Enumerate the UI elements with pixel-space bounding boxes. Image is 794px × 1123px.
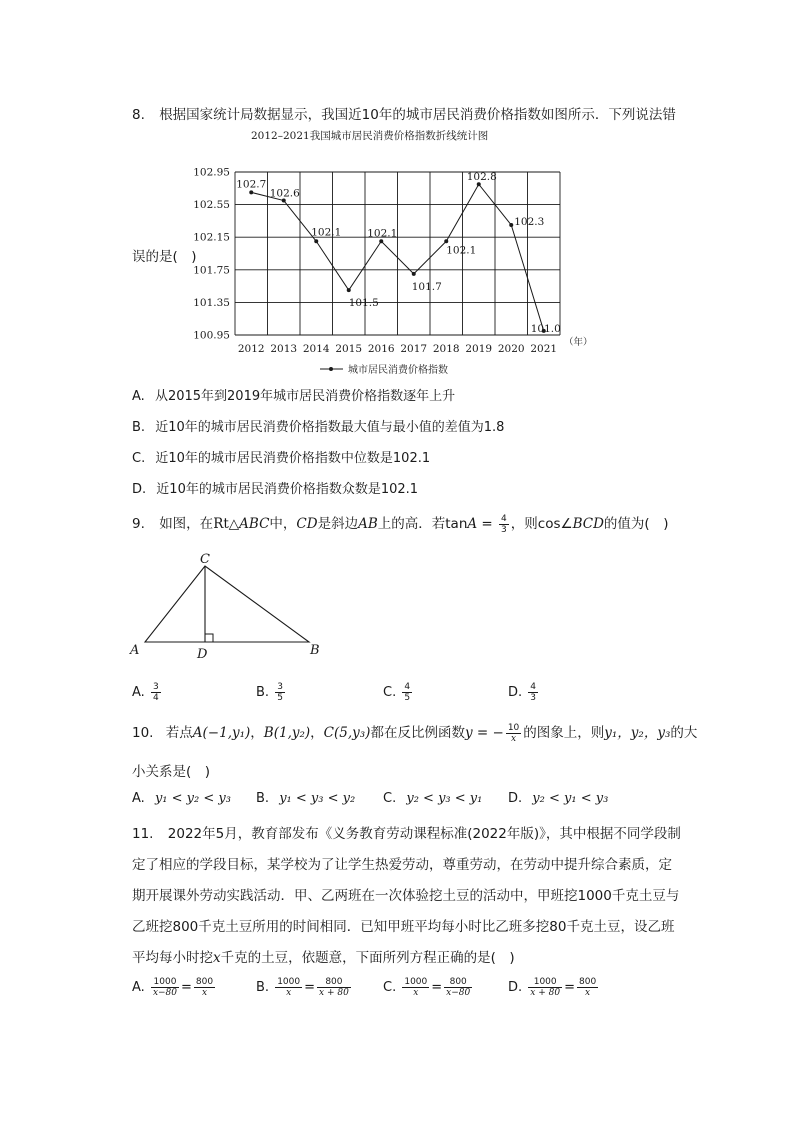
data-label: 101.7 <box>411 280 442 293</box>
q10-function: y = − <box>464 725 504 741</box>
frac-num: 3 <box>152 682 159 692</box>
x-tick-label: 2021 <box>530 343 558 355</box>
y-tick-label: 101.75 <box>193 264 230 277</box>
frac-den: 3 <box>530 693 537 703</box>
option-letter: C. <box>383 791 397 806</box>
option-letter: A. <box>132 980 145 995</box>
q10-text: 的大 <box>670 725 698 741</box>
frac-den: x <box>201 988 208 998</box>
option-text: 从2015年到2019年城市居民消费价格指数逐年上升 <box>154 389 456 404</box>
q8-number: 8. <box>132 107 145 123</box>
label-c: C <box>200 552 210 567</box>
option-letter: B. <box>256 685 270 700</box>
q10-option-d[interactable] <box>508 791 608 806</box>
x-tick-label: 2016 <box>367 343 395 355</box>
data-point <box>314 239 318 243</box>
option-fraction <box>275 682 285 703</box>
chart-x-tick-labels <box>238 343 557 355</box>
option-text: 近10年的城市居民消费价格指数众数是102.1 <box>156 482 419 497</box>
q8-option-c[interactable] <box>132 447 430 466</box>
frac-den: x−80 <box>446 988 471 998</box>
x-tick-label: 2013 <box>270 343 298 355</box>
q9-fraction <box>499 514 509 535</box>
q9-option-c[interactable] <box>383 682 414 703</box>
q9-equals: = <box>477 516 498 532</box>
frac-num: 800 <box>444 977 472 988</box>
q11-var-x: x <box>213 950 221 966</box>
data-label: 102.1 <box>367 227 398 240</box>
option-fraction-left <box>402 977 429 998</box>
data-point <box>379 239 383 243</box>
frac-den: 5 <box>404 693 411 703</box>
chart-y-tick-labels <box>193 167 230 342</box>
triangle-figure <box>125 546 335 664</box>
label-d: D <box>197 647 208 662</box>
x-tick-label: 2015 <box>335 343 363 355</box>
q9-option-b[interactable] <box>256 682 287 703</box>
q10-point-a: A(−1,y₁) <box>192 725 251 741</box>
q9-tan-a: A <box>467 516 478 532</box>
frac-num: 4 <box>501 513 507 524</box>
frac-num: 800 <box>317 977 351 988</box>
legend-label: 城市居民消费价格指数 <box>348 365 448 376</box>
q9-bcd: BCD <box>572 516 604 532</box>
q10-stem <box>132 721 697 744</box>
option-letter: C. <box>383 685 397 700</box>
frac-den: x <box>585 988 591 998</box>
y-tick-label: 102.15 <box>193 231 230 244</box>
frac-num: 800 <box>195 977 214 987</box>
option-letter: D. <box>132 482 147 497</box>
chart-title: 2012–2021我国城市居民消费价格指数折线统计图 <box>251 130 489 142</box>
data-label: 101.0 <box>530 322 561 335</box>
data-label: 102.1 <box>311 226 342 239</box>
y-tick-label: 100.95 <box>193 329 230 342</box>
q11-line2: 定了相应的学段目标，某学校为了让学生热爱劳动，尊重劳动，在劳动中提升综合素质，定 <box>132 857 672 873</box>
frac-den: 5 <box>277 693 283 703</box>
option-fraction-right <box>317 977 351 998</box>
q9-cos: cos∠ <box>537 516 573 532</box>
y-tick-label: 101.35 <box>193 296 230 309</box>
frac-num: 1000 <box>151 977 179 988</box>
frac-num: 10 <box>507 722 520 733</box>
q9-text: 如图，在 <box>159 516 214 532</box>
option-text: y₂ < y₁ < y₃ <box>532 791 609 806</box>
q10-option-c[interactable] <box>383 791 482 806</box>
q9-text: 上的高．若 <box>377 516 446 532</box>
q11-option-b[interactable]: B. $\frac{1000}{x}$ = $\frac{800}{x + 80}$ <box>256 977 349 998</box>
q11-option-a[interactable]: A. $\frac{1000}{x-80}$ = $\frac{800}{x}$ <box>132 977 214 998</box>
option-text: y₁ < y₃ < y₂ <box>279 791 356 806</box>
q9-text: ，则 <box>510 516 538 532</box>
data-point <box>412 272 416 276</box>
x-tick-label: 2018 <box>432 343 460 355</box>
option-letter: D. <box>508 685 523 700</box>
q9-tan: tan <box>445 516 468 532</box>
option-letter: A. <box>132 685 145 700</box>
q10-sep: ， <box>250 725 264 741</box>
q11-option-d[interactable]: D. $\frac{1000}{x + 80}$ = $\frac{800}{x}$ <box>508 977 597 998</box>
q8-option-d[interactable] <box>132 478 418 497</box>
option-letter: A. <box>132 791 145 806</box>
data-label: 102.7 <box>236 178 267 191</box>
option-fraction <box>151 682 161 703</box>
data-label: 102.3 <box>514 215 545 228</box>
data-label: 102.8 <box>466 171 497 184</box>
q9-cd: CD <box>296 516 318 532</box>
data-label: 102.6 <box>269 187 300 200</box>
frac-num: 4 <box>404 682 411 692</box>
frac-den: 4 <box>152 693 159 703</box>
option-fraction <box>402 682 412 703</box>
q8-text-line1: 根据国家统计局数据显示，我国近10年的城市居民消费价格指数如图所示．下列说法错 <box>159 107 676 123</box>
line-chart <box>180 160 620 380</box>
q9-number: 9. <box>132 516 145 532</box>
q11-text: 平均每小时挖 <box>132 950 213 966</box>
option-letter: C. <box>132 451 146 466</box>
q11-text: 千克的土豆，依题意，下面所列方程正确的是( ) <box>220 950 515 966</box>
q11-line4: 乙班挖800千克土豆所用的时间相同．已知甲班平均每小时比乙班多挖80千克土豆，设乙班 <box>132 919 675 935</box>
label-a: A <box>130 643 140 658</box>
right-angle-mark <box>205 634 213 642</box>
option-text: y₁ < y₂ < y₃ <box>154 791 231 806</box>
frac-den: x−80 <box>152 988 178 998</box>
x-tick-label: 2020 <box>497 343 525 355</box>
q10-text: 都在反比例函数 <box>370 725 465 741</box>
option-letter: A. <box>132 389 145 404</box>
data-label: 101.5 <box>348 297 379 310</box>
frac-den: 3 <box>501 524 507 535</box>
option-fraction-left <box>151 977 179 998</box>
y-tick-label: 102.55 <box>193 199 230 212</box>
option-fraction-right <box>444 977 472 998</box>
x-tick-label: 2012 <box>237 343 265 355</box>
q10-text: 若点 <box>165 725 193 741</box>
x-tick-label: 2017 <box>400 343 428 355</box>
option-fraction-right <box>577 977 598 998</box>
x-tick-label: 2014 <box>302 343 330 355</box>
q10-number: 10. <box>132 725 154 741</box>
option-fraction-right <box>194 977 215 998</box>
q10-fraction <box>506 723 521 744</box>
q10-text: 的图象上，则 <box>523 725 605 741</box>
option-fraction-left <box>275 977 302 998</box>
q11-text: 2022年5月，教育部发布《义务教育劳动课程标准(2022年版)》，其中根据不同学段制 <box>167 826 681 842</box>
q8-text-line2: 误的是( ) <box>132 249 197 265</box>
q9-option-d[interactable] <box>508 682 540 703</box>
q9-option-a[interactable] <box>132 682 163 703</box>
q10-point-c: C(5,y₃) <box>323 725 371 741</box>
q11-option-c[interactable]: C. $\frac{1000}{x}$ = $\frac{800}{x-80}$ <box>383 977 471 998</box>
q11-line5 <box>132 946 515 966</box>
q8-option-a[interactable] <box>132 385 455 404</box>
q10-point-b: B(1,y₂) <box>263 725 311 741</box>
q9-abc: ABC <box>239 516 270 532</box>
chart-legend <box>320 363 448 376</box>
q9-text: 的值为( ) <box>603 516 669 532</box>
option-text: y₂ < y₃ < y₁ <box>406 791 483 806</box>
option-letter: B. <box>256 980 270 995</box>
data-point <box>347 288 351 292</box>
q9-text: 中， <box>269 516 297 532</box>
q9-ab: AB <box>358 516 378 532</box>
frac-den: x + 80 <box>319 988 349 998</box>
x-tick-label: 2019 <box>465 343 493 355</box>
data-label: 102.1 <box>446 244 477 257</box>
option-letter: B. <box>256 791 270 806</box>
q8-stem <box>132 103 676 123</box>
y-tick-label: 102.95 <box>193 166 230 179</box>
triangle-abc <box>145 566 309 642</box>
option-letter: D. <box>508 791 523 806</box>
q11-line1 <box>132 822 681 842</box>
frac-num: 1000 <box>277 977 301 987</box>
q10-option-a[interactable] <box>132 791 231 806</box>
q11-number: 11. <box>132 826 154 842</box>
option-text: 近10年的城市居民消费价格指数最大值与最小值的差值为1.8 <box>155 420 505 435</box>
option-fraction <box>528 682 538 703</box>
x-axis-unit: （年） <box>564 337 593 348</box>
legend-marker <box>329 367 333 371</box>
data-point <box>249 190 253 194</box>
chart-data-labels <box>236 171 561 335</box>
frac-num: 1000 <box>404 977 428 987</box>
q9-text: 是斜边 <box>317 516 359 532</box>
q10-line2: 小关系是( ) <box>132 764 211 780</box>
q9-triangle-symbol: △ <box>228 516 240 532</box>
q10-option-b[interactable] <box>256 791 355 806</box>
q9-rt: Rt <box>213 516 229 532</box>
frac-num: 3 <box>277 682 283 692</box>
q11-line3: 期开展课外劳动实践活动．甲、乙两班在一次体验挖土豆的活动中，甲班挖1000千克土豆与 <box>132 888 680 904</box>
q8-option-b[interactable] <box>132 416 504 435</box>
frac-den: x <box>511 733 517 744</box>
frac-den: x <box>286 988 292 998</box>
option-letter: B. <box>132 420 146 435</box>
option-letter: C. <box>383 980 397 995</box>
option-letter: D. <box>508 980 523 995</box>
q10-sep: ， <box>310 725 324 741</box>
frac-num: 4 <box>530 682 537 692</box>
data-point <box>509 223 513 227</box>
q9-stem <box>132 512 668 535</box>
option-text: 近10年的城市居民消费价格指数中位数是102.1 <box>155 451 431 466</box>
option-fraction-left <box>528 977 562 998</box>
frac-den: x <box>413 988 419 998</box>
q10-vars: y₁，y₂，y₃ <box>604 725 671 741</box>
label-b: B <box>310 643 320 658</box>
frac-num: 1000 <box>528 977 562 988</box>
frac-den: x + 80 <box>530 988 561 998</box>
frac-num: 800 <box>579 977 597 987</box>
data-point <box>444 239 448 243</box>
